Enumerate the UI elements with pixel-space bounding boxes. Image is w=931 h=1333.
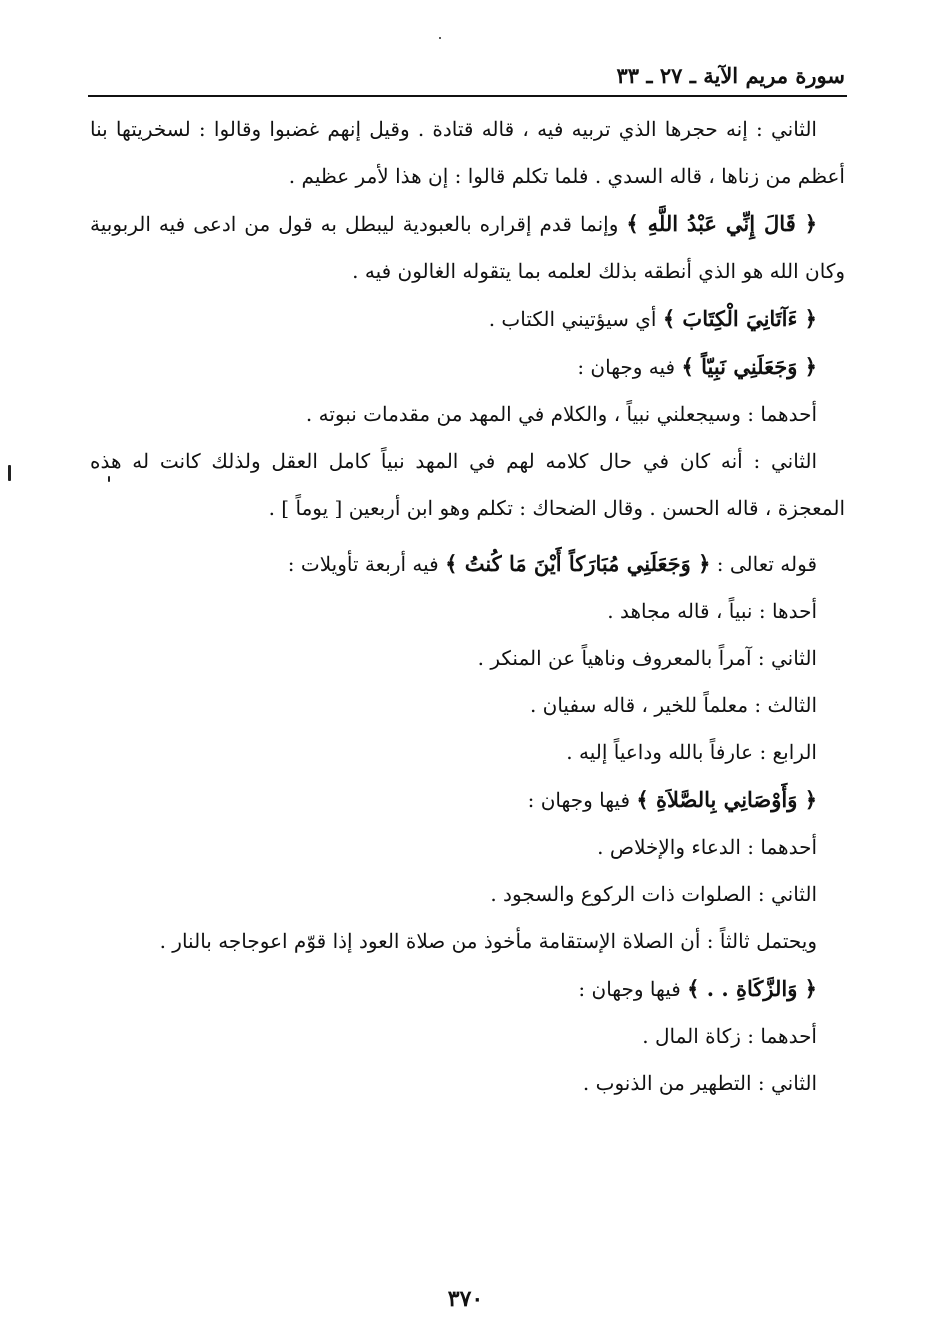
paragraph-9 — [90, 635, 845, 682]
paragraph-13 — [90, 824, 845, 871]
paragraph-16 — [90, 965, 845, 1013]
paragraph-16-text: فيها وجهان : — [578, 977, 688, 1001]
quran-quote-3: ﴿ وَجَعَلَنِي نَبِيّاً ﴾ — [681, 354, 817, 379]
paragraph-14 — [90, 871, 845, 918]
paragraph-2-text: وإنما قدم إقراره بالعبودية ليبطل به قول من ادعى فيه الربوبية وكان الله هو الذي أنطقه بذلك لعلمه بما يتقوله الغالون فيه . — [90, 212, 845, 283]
paragraph-15-text: ويحتمل ثالثاً : أن الصلاة الإستقامة مأخوذ من صلاة العود إذا قوّم اعوجاجه بالنار . — [159, 929, 817, 953]
page-number: ٣٧٠ — [447, 1286, 484, 1312]
scan-speck — [8, 465, 11, 481]
paragraph-1 — [90, 106, 845, 200]
paragraph-18 — [90, 1060, 845, 1107]
paragraph-8-text: أحدها : نبياً ، قاله مجاهد . — [607, 599, 817, 623]
body-text — [90, 106, 845, 1107]
paragraph-10 — [90, 682, 845, 729]
paragraph-18-text: الثاني : التطهير من الذنوب . — [582, 1071, 817, 1095]
paragraph-14-text: الثاني : الصلوات ذات الركوع والسجود . — [490, 882, 817, 906]
paragraph-12-text: فيها وجهان : — [527, 788, 637, 812]
paragraph-6 — [90, 438, 845, 532]
paragraph-7 — [90, 540, 845, 588]
paragraph-12 — [90, 776, 845, 824]
header-rule — [88, 95, 847, 97]
paragraph-9-text: الثاني : آمراً بالمعروف وناهياً عن المنكر . — [477, 646, 817, 670]
quran-quote-4: ﴿ وَجَعَلَنِي مُبَارَكاً أَيْنَ مَا كُنتُ ﴾ — [445, 551, 711, 576]
scan-speck — [439, 37, 441, 39]
paragraph-4-text: فيه وجهان : — [577, 355, 682, 379]
paragraph-17 — [90, 1013, 845, 1060]
quran-quote-2: ﴿ ءَآتَانِيَ الْكِتَابَ ﴾ — [662, 306, 817, 331]
paragraph-13-text: أحدهما : الدعاء والإخلاص . — [597, 835, 817, 859]
paragraph-1-text: الثاني : إنه حجرها الذي تربيه فيه ، قاله قتادة . وقيل إنهم غضبوا وقالوا : لسخريتها بنا أعظم من زناها ، قاله السدي . فلما تكلم قالوا : إن هذا لأمر عظيم . — [90, 117, 845, 188]
paragraph-10-text: الثالث : معلماً للخير ، قاله سفيان . — [529, 693, 817, 717]
paragraph-5 — [90, 391, 845, 438]
quran-quote-5: ﴿ وَأَوْصَانِي بِالصَّلاَةِ ﴾ — [636, 787, 817, 812]
scan-speck — [108, 476, 110, 482]
paragraph-11-text: الرابع : عارفاً بالله وداعياً إليه . — [566, 740, 817, 764]
quran-quote-6: ﴿ وَالزَّكَاةِ . . ﴾ — [687, 976, 817, 1001]
paragraph-3-text: أي سيؤتيني الكتاب . — [488, 307, 663, 331]
paragraph-7-text: فيه أربعة تأويلات : — [287, 552, 446, 576]
paragraph-11 — [90, 729, 845, 776]
quran-quote-1: ﴿ قَالَ إِنِّي عَبْدُ اللَّهِ ﴾ — [626, 211, 817, 236]
paragraph-15 — [90, 918, 845, 965]
paragraph-7-lead: قوله تعالى : — [710, 552, 817, 576]
paragraph-6-text: الثاني : أنه كان في حال كلامه لهم في المهد نبياً كامل العقل ولذلك كانت له هذه المعجزة ، قاله الحسن . وقال الضحاك : تكلم وهو ابن أربعين [ يوماً ] . — [90, 449, 845, 520]
paragraph-5-text: أحدهما : وسيجعلني نبياً ، والكلام في المهد من مقدمات نبوته . — [305, 402, 817, 426]
paragraph-2 — [90, 200, 845, 295]
running-title: سورة مريم الآية ـ ٢٧ ـ ٣٣ — [616, 63, 845, 88]
paragraph-3 — [90, 295, 845, 343]
paragraph-8 — [90, 588, 845, 635]
paragraph-4 — [90, 343, 845, 391]
paragraph-17-text: أحدهما : زكاة المال . — [642, 1024, 817, 1048]
